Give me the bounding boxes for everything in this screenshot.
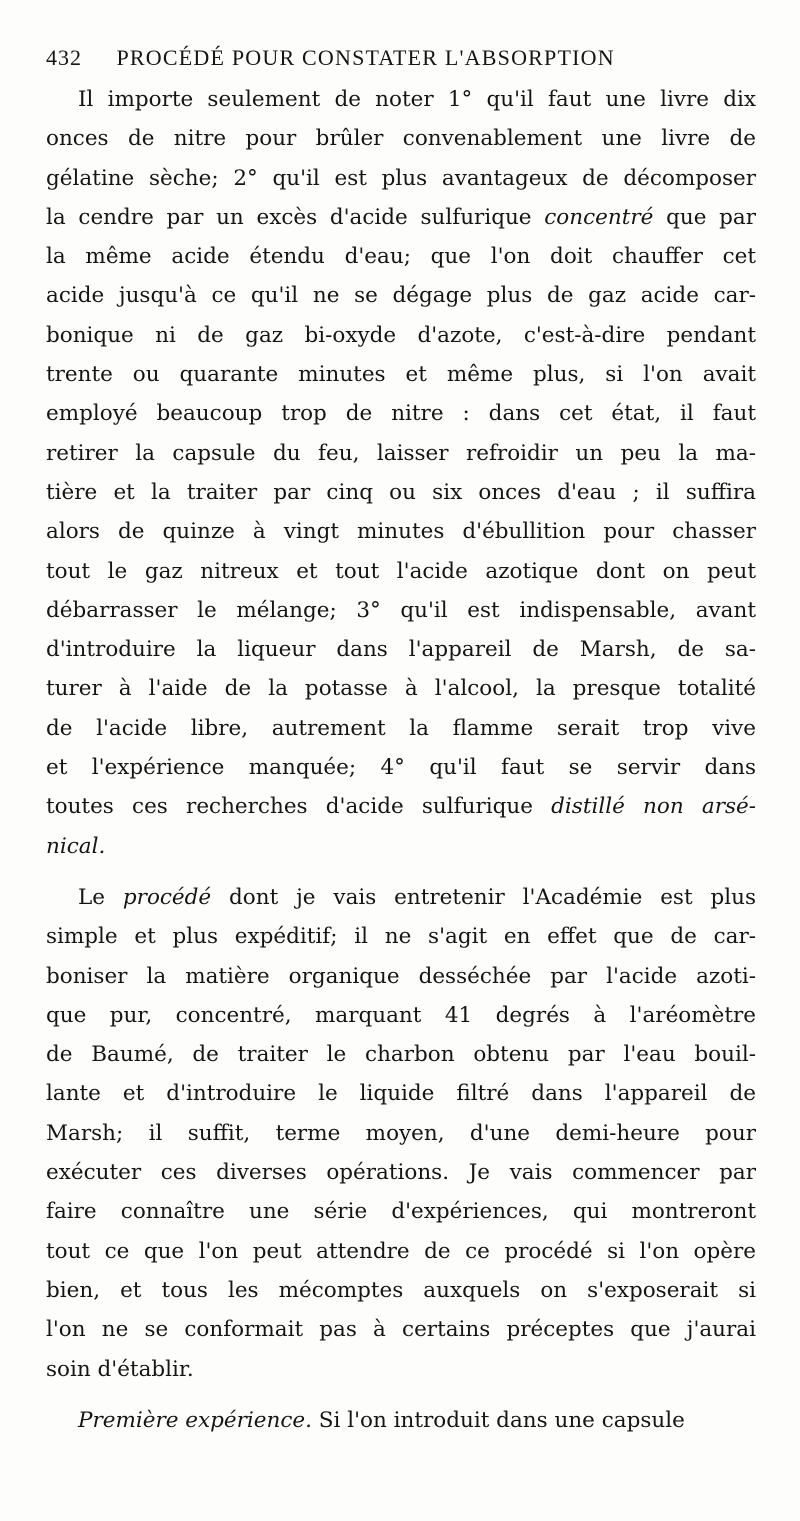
text-run: de Baumé, de traiter le charbon obtenu par l'eau bouil- [46, 1042, 756, 1068]
text-run: boniser la matière organique desséchée par l'acide azoti- [46, 963, 756, 989]
text-line [46, 80, 756, 119]
text-line [46, 827, 756, 866]
text-run: tout le gaz nitreux et tout l'acide azotique dont on peut [46, 558, 756, 584]
text-run: lante et d'introduire le liquide filtré dans l'appareil de [46, 1081, 756, 1107]
page-number: 432 [46, 45, 82, 70]
text-line [46, 198, 756, 237]
text-line [46, 1114, 756, 1153]
text-run: de l'acide libre, autrement la flamme serait trop vive [46, 715, 756, 741]
text-run: la même acide étendu d'eau; que l'on doit chauffer cet [46, 244, 756, 270]
paragraph [46, 878, 756, 1389]
running-head [46, 38, 766, 78]
text-line [46, 434, 756, 473]
text-line [46, 709, 756, 748]
text-line [46, 473, 756, 512]
italic-text: Première expérience. [78, 1407, 312, 1433]
text-line [46, 1271, 756, 1310]
text-line [46, 748, 756, 787]
text-line [46, 1401, 756, 1440]
running-head-title: PROCÉDÉ POUR CONSTATER L'ABSORPTION [116, 45, 615, 70]
text-line [46, 316, 756, 355]
text-run: trente ou quarante minutes et même plus, si l'on avait [46, 362, 756, 388]
text-line [46, 159, 756, 198]
text-run: turer à l'aide de la potasse à l'alcool, la presque totalité [46, 676, 756, 702]
italic-text: procédé [122, 884, 212, 910]
text-line [46, 917, 756, 956]
text-run: tière et la traiter par cinq ou six onces d'eau ; il suffira [46, 479, 756, 505]
text-run: onces de nitre pour brûler convenablement une livre de [46, 126, 756, 152]
text-run: dont je vais entretenir l'Académie est plus [211, 884, 757, 910]
text-line [46, 355, 756, 394]
text-run: d'introduire la liqueur dans l'appareil de Marsh, de sa- [46, 637, 756, 663]
text-run: gélatine sèche; 2° qu'il est plus avantageux de décomposer [46, 165, 756, 191]
body-text [46, 80, 756, 1440]
text-run: faire connaître une série d'expériences, qui montreront [46, 1199, 756, 1225]
text-run: l'on ne se conformait pas à certains préceptes que j'aurai [46, 1317, 756, 1343]
text-run: débarrasser le mélange; 3° qu'il est indispensable, avant [46, 597, 756, 623]
text-line [46, 787, 756, 826]
text-line [46, 276, 756, 315]
text-line [46, 512, 756, 551]
text-run: tout ce que l'on peut attendre de ce procédé si l'on opère [46, 1238, 756, 1264]
text-line [46, 1232, 756, 1271]
text-line [46, 1153, 756, 1192]
text-line [46, 237, 756, 276]
text-line [46, 1310, 756, 1349]
text-run: acide jusqu'à ce qu'il ne se dégage plus de gaz acide car- [46, 283, 756, 309]
text-run: employé beaucoup trop de nitre : dans cet état, il faut [46, 401, 756, 427]
text-run: Le [78, 884, 123, 910]
text-run: la cendre par un excès d'acide sulfurique [46, 204, 545, 230]
text-run: Si l'on introduit dans une capsule [311, 1407, 685, 1433]
text-line [46, 1192, 756, 1231]
paragraph [46, 1401, 756, 1440]
text-line [46, 591, 756, 630]
text-line [46, 1350, 756, 1389]
text-line [46, 669, 756, 708]
text-run: retirer la capsule du feu, laisser refroidir un peu la ma- [46, 440, 756, 466]
text-line [46, 394, 756, 433]
text-line [46, 957, 756, 996]
text-line [46, 1035, 756, 1074]
text-line [46, 996, 756, 1035]
text-run: exécuter ces diverses opérations. Je vais commencer par [46, 1160, 756, 1186]
text-run: alors de quinze à vingt minutes d'ébullition pour chasser [46, 519, 756, 545]
text-run: et l'expérience manquée; 4° qu'il faut se servir dans [46, 755, 756, 781]
text-line [46, 552, 756, 591]
text-line [46, 119, 756, 158]
text-run: toutes ces recherches d'acide sulfurique [46, 794, 552, 820]
italic-text: concentré [544, 204, 654, 230]
text-line [46, 630, 756, 669]
text-run: Il importe seulement de noter 1° qu'il faut une livre dix [78, 87, 756, 112]
text-run: simple et plus expéditif; il ne s'agit en effet que de car- [46, 924, 756, 950]
italic-text: distillé non arsé- [551, 794, 756, 820]
text-line [46, 1074, 756, 1113]
text-line [46, 878, 756, 917]
text-run: que pur, concentré, marquant 41 degrés à l'aréomètre [46, 1002, 756, 1028]
paragraph [46, 80, 756, 866]
italic-text: nical. [46, 833, 106, 859]
text-run: bien, et tous les mécomptes auxquels on s'exposerait si [46, 1277, 756, 1303]
text-run: soin d'établir. [46, 1356, 194, 1382]
text-run: que par [653, 204, 756, 230]
text-run: bonique ni de gaz bi-oxyde d'azote, c'est-à-dire pendant [46, 322, 756, 348]
text-run: Marsh; il suffit, terme moyen, d'une demi-heure pour [46, 1120, 756, 1146]
